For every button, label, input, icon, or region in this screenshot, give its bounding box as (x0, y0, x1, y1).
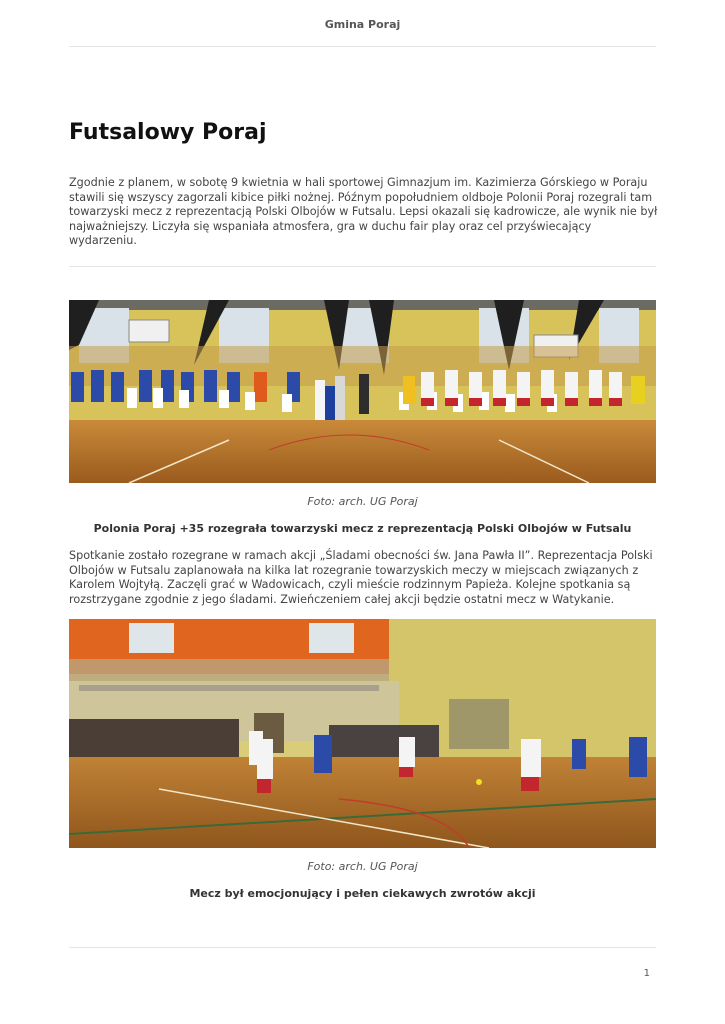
intro-paragraph: Zgodnie z planem, w sobotę 9 kwietnia w hali sportowej Gimnazjum im. Kazimierza Górskiego w Poraju stawili się wszyscy zagorzali kibice piłki nożnej. Późnym popołudniem oldboje Polonii Poraj rozegrali tam towarzyski mecz z reprezentacją Polski Olbojów w Futsalu. Lepsi okazali się kadrowicze, ale wynik nie był najważniejszy. Liczyła się wspaniała atmosfera, gra w duchu fair play oraz cel przyświecający wydarzeniu. (69, 176, 658, 248)
body-paragraph: Spotkanie zostało rozegrane w ramach akcji „Śladami obecności św. Jana Pawła II”. Reprezentacja Polski Olbojów w Futsalu zaplanowała na kilka lat rozegranie towarzyskich meczy w miejscach związanych z Karolem Wojtyłą. Zaczęli grać w Wadowicach, czyli mieście rodzinnym Papieża. Kolejne spotkania są rozstrzygane zgodnie z jego śladami. Zwieńczeniem całej akcji będzie ostatni mecz w Watykanie. (69, 549, 653, 606)
match-action-photo (69, 619, 656, 848)
photo-subtitle: Mecz był emocjonujący i pełen ciekawych zwrotów akcji (189, 887, 536, 900)
photo-subtitle: Polonia Poraj +35 rozegrała towarzyski mecz z reprezentacją Polski Olbojów w Futsalu (93, 522, 632, 535)
photo-caption: Foto: arch. UG Poraj (307, 495, 418, 508)
page-number: 1 (643, 968, 650, 979)
photo-caption: Foto: arch. UG Poraj (307, 860, 418, 873)
site-header: Gmina Poraj (324, 18, 401, 31)
header-divider (69, 46, 656, 47)
section-divider (69, 266, 656, 267)
team-lineup-photo (69, 300, 656, 483)
footer-divider (69, 947, 656, 948)
page-title: Futsalowy Poraj (69, 120, 267, 145)
